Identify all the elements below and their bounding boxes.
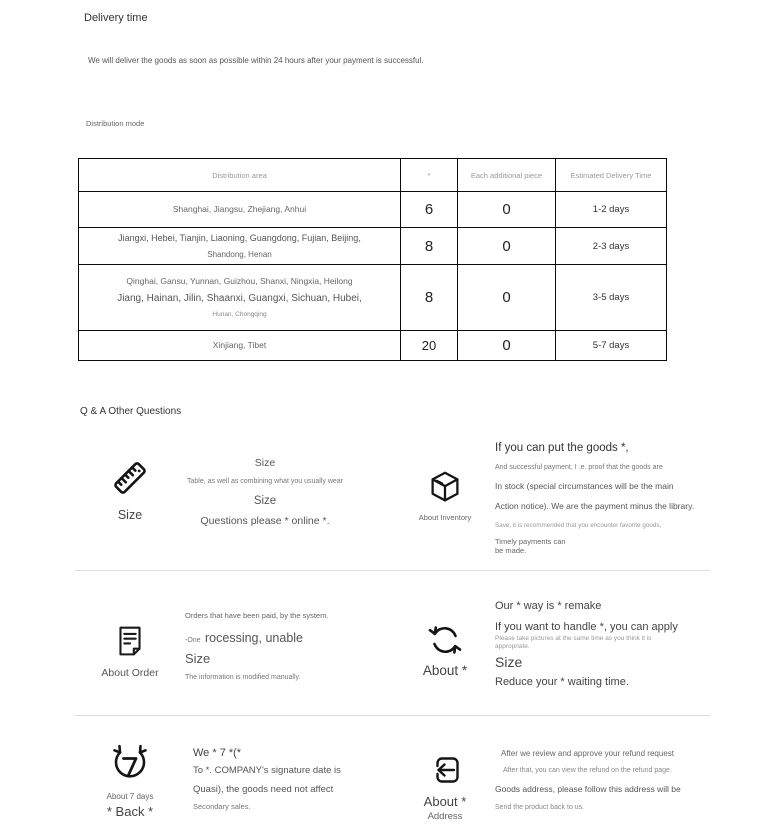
qa-inventory-line: Timely payments can [495,537,566,547]
qa-order-line [185,629,395,647]
qa-address-icon-block [395,716,495,839]
table-row [79,192,667,228]
qa-inventory-line: Save, it is recommended that you encounter favorite goods, [495,521,662,529]
qa-back-icon-block [75,716,185,839]
qa-back-line: Secondary sales. [193,802,251,812]
area-cell: Shanghai, Jiangsu, Zhejiang, Anhui [79,192,401,228]
qa-size-line: Table, as well as combining what you usually wear [186,478,344,486]
additional-piece-cell: 0 [458,331,556,361]
qa-back-icon-label-bottom: * Back * [106,804,154,819]
col-header-distribution-area: Distribution area [79,159,401,192]
area-cell: Qinghai, Gansu, Yunnan, Guizhou, Shanxi, Ningxia, Heilong Jiang, Hainan, Jilin, Shaanxi, Guangxi, Sichuan, Hubei, Hunan, Chongqing [79,265,401,331]
col-header-estimated-delivery-time: Estimated Delivery Time [556,159,667,192]
table-header-row [79,159,667,192]
qa-order-icon-label: About Order [101,667,159,679]
qa-inventory-line: And successful payment, I .e. proof that the goods are [495,464,663,472]
qa-remake-line: Size [495,654,523,671]
table-row [79,331,667,361]
qa-remake-line: appropriate. [495,642,530,650]
qa-address-line: Goods address, please follow this address will be [495,784,681,795]
first-piece-cell: 8 [401,265,458,331]
qa-remake-line: Reduce your * waiting time. [495,676,629,689]
qa-back-line: Quasi), the goods need not affect [193,783,334,795]
package-box-icon [425,468,465,508]
refresh-cycle-icon [425,620,465,660]
qa-back-text [185,716,395,839]
qa-section-heading: Q & A Other Questions [80,406,182,417]
qa-address-line: After we review and approve your refund request [501,749,674,758]
distribution-mode-label: Distribution mode [86,119,145,128]
qa-size-line: Size [254,457,276,469]
delivery-time-cell: 5-7 days [556,331,667,361]
qa-remake-icon-label: About * [422,663,468,678]
col-header-each-additional-piece: Each additional piece [458,159,556,192]
order-document-icon [110,622,150,662]
area-cell: Xinjiang, Tibet [79,331,401,361]
col-header-first-piece: * [401,159,458,192]
qa-size-line: Size [253,495,277,508]
qa-inventory-line: Action notice). We are the payment minus the library. [495,501,695,512]
distribution-table [78,158,667,361]
first-piece-cell: 20 [401,331,458,361]
qa-size-text [185,430,345,570]
delivery-time-cell: 3-5 days [556,265,667,331]
qa-row-size-inventory [75,430,710,571]
qa-size-icon-label: Size [117,508,143,522]
qa-remake-line: Please take pictures at the same time as you think it is [495,635,652,643]
return-arrow-icon [425,750,465,790]
qa-order-line-main: rocessing, unable [205,630,303,645]
qa-inventory-text [495,430,710,570]
qa-order-text [185,571,395,715]
qa-inventory-line: be made. [495,545,527,555]
qa-inventory-line: In stock (special circumstances will be the main [495,481,674,492]
qa-inventory-icon-label: About Inventory [418,513,472,522]
qa-order-icon-block [75,571,185,715]
additional-piece-cell: 0 [458,228,556,265]
qa-back-line: We * 7 *(* [193,747,242,759]
qa-address-icon-label-bottom: Address [427,811,463,822]
qa-remake-icon-block [395,571,495,715]
seven-day-return-icon [108,744,152,788]
delivery-time-cell: 2-3 days [556,228,667,265]
additional-piece-cell: 0 [458,265,556,331]
delivery-time-cell: 1-2 days [556,192,667,228]
table-row [79,228,667,265]
qa-remake-text [495,571,710,715]
qa-inventory-icon-block [395,430,495,570]
qa-address-text [495,716,710,839]
qa-back-icon-label-top: About 7 days [106,792,154,801]
qa-order-line: The information is modified manually. [185,673,301,681]
qa-address-icon-label-top: About * [423,794,467,809]
qa-inventory-heading: If you can put the goods *, [495,442,629,454]
qa-size-icon-block [75,430,185,570]
qa-remake-line: If you want to handle *, you can apply [495,620,678,633]
qa-address-line: Send the product back to us. [495,804,585,811]
first-piece-cell: 8 [401,228,458,265]
qa-order-line: Orders that have been paid, by the system. [185,611,329,620]
qa-remake-line: Our * way is * remake [495,600,602,612]
additional-piece-cell: 0 [458,192,556,228]
qa-order-line-prefix: -One [185,636,201,644]
first-piece-cell: 6 [401,192,458,228]
qa-size-line: Questions please * online *. [200,515,330,528]
delivery-note-text: We will deliver the goods as soon as possible within 24 hours after your payment is successful. [88,56,424,65]
ruler-icon [106,454,154,502]
table-row [79,265,667,331]
qa-address-line: After that, you can view the refund on the refund page. [503,767,672,775]
qa-order-line: Size [185,651,211,667]
qa-row-order-remake [75,571,710,716]
delivery-time-heading: Delivery time [84,12,148,24]
area-cell: Jiangxi, Hebei, Tianjin, Liaoning, Guangdong, Fujian, Beijing, Shandong, Henan [79,228,401,265]
qa-row-return-address [75,716,710,839]
qa-back-line: To *. COMPANY's signature date is [193,764,341,776]
